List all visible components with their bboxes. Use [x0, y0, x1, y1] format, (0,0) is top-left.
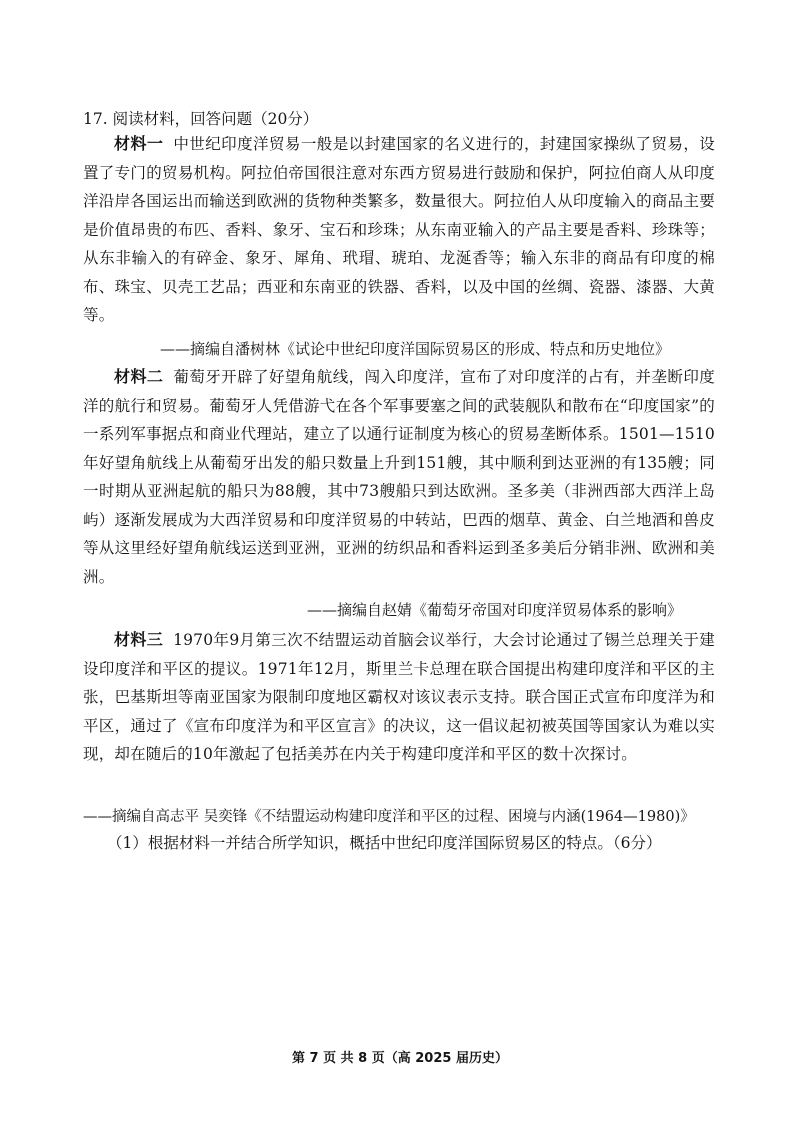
material-2-text: 葡萄牙开辟了好望角航线，闯入印度洋，宣布了对印度洋的占有，并垄断印度洋的航行和贸易。葡萄牙人凭借游弋在各个军事要塞之间的武装舰队和散布在“印度国家”的一系列军事据点和商业代理站，建立了以通行证制度为核心的贸易垄断体系。1501—1510年好望角航线上从葡萄牙出发的船只数量上升到151艘，其中顺利到达亚洲的有135艘；同一时期从亚洲起航的船只为88艘，其中73艘船只到达欧洲。圣多美（非洲西部大西洋上岛屿）逐渐发展成为大西洋贸易和印度洋贸易的中转站，巴西的烟草、黄金、白兰地酒和兽皮等从这里经好望角航线运送到亚洲，亚洲的纺织品和香料运到圣多美后分销非洲、欧洲和美洲。: [83, 368, 715, 586]
page-footer: 第 7 页 共 8 页（高 2025 届历史）: [292, 1051, 508, 1066]
material-3-label: 材料三: [114, 630, 164, 649]
question-heading: 17. 阅读材料，回答问题（20分）: [83, 110, 319, 128]
material-1: [83, 130, 715, 330]
material-2-source: ——摘编自赵婧《葡萄牙帝国对印度洋贸易体系的影响》: [307, 601, 683, 619]
material-3-source: ——摘编自高志平 吴奕锋《不结盟运动构建印度洋和平区的过程、困境与内涵(1964—1980)》: [83, 809, 695, 825]
sub-question-1: （1）根据材料一并结合所学知识，概括中世纪印度洋国际贸易区的特点。（6分）: [107, 834, 662, 852]
material-2: [83, 363, 715, 591]
material-2-label: 材料二: [114, 367, 164, 386]
material-1-text: 中世纪印度洋贸易一般是以封建国家的名义进行的，封建国家操纵了贸易，设置了专门的贸易机构。阿拉伯帝国很注意对东西方贸易进行鼓励和保护，阿拉伯商人从印度洋沿岸各国运出而输送到欧洲的货物种类繁多，数量很大。阿拉伯人从印度输入的商品主要是价值昂贵的布匹、香料、象牙、宝石和珍珠；从东南亚输入的产品主要是香料、珍珠等；从东非输入的有碎金、象牙、犀角、玳瑁、琥珀、龙涎香等；输入东非的商品有印度的棉布、珠宝、贝壳工艺品；西亚和东南亚的铁器、香料，以及中国的丝绸、瓷器、漆器、大黄等。: [83, 135, 715, 324]
material-1-label: 材料一: [114, 134, 164, 153]
material-3: [83, 626, 715, 769]
material-1-source: ——摘编自潘树林《试论中世纪印度洋国际贸易区的形成、特点和历史地位》: [160, 340, 671, 358]
material-3-text: 1970年9月第三次不结盟运动首脑会议举行，大会讨论通过了锡兰总理关于建设印度洋和平区的提议。1971年12月，斯里兰卡总理在联合国提出构建印度洋和平区的主张，巴基斯坦等南亚国家为限制印度地区霸权对该议表示支持。联合国正式宣布印度洋为和平区，通过了《宣布印度洋为和平区宣言》的决议，这一倡议起初被英国等国家认为难以实现，却在随后的10年激起了包括美苏在内关于构建印度洋和平区的数十次探讨。: [83, 631, 715, 763]
